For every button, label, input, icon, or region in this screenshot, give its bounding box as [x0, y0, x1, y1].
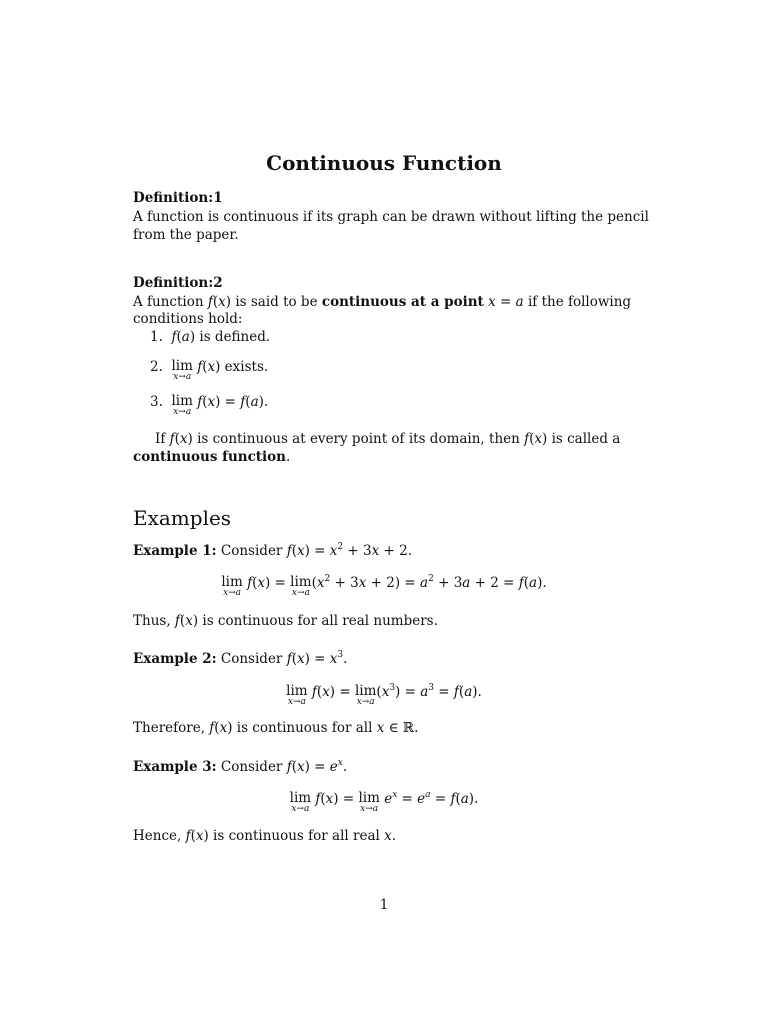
condition-item-1: 1. f(a) is defined.	[150, 329, 271, 345]
continuity-paragraph-line-1: If f(x) is continuous at every point of its domain, then f(x) is called a	[155, 431, 621, 447]
item-number: 1.	[150, 329, 163, 345]
example-2-equation: lim x→a f(x) = lim x→a $(x^3) = a^3 = f(a)$.	[286, 683, 482, 707]
example-1-label: Example 1:	[133, 543, 217, 559]
page-number: 1	[379, 897, 389, 913]
continuity-paragraph-line-2: continuous function.	[133, 449, 291, 465]
example-3-equation: lim x→a f(x) = lim x→a $e^x = e^a = f(a)$.	[289, 790, 479, 814]
item-number: 3.	[150, 394, 163, 410]
item-number: 2.	[150, 359, 163, 375]
example-3-statement: Example 3: Consider $f(x) = e^x$.	[133, 758, 348, 775]
intro-mid: is said to be	[231, 294, 322, 310]
examples-heading: Examples	[133, 506, 232, 530]
example-3-label: Example 3:	[133, 759, 217, 775]
limit-operator: lim x→a	[171, 358, 193, 382]
condition-item-3: 3. lim x→a f(x) = f(a).	[150, 393, 269, 417]
continuous-function-term: continuous function	[133, 449, 286, 465]
intro-bold: continuous at a point	[321, 294, 484, 310]
example-1-statement: Example 1: Consider $f(x) = x^2 + 3x + 2$.	[133, 542, 413, 559]
intro-pre: A function	[133, 294, 208, 310]
intro-post: if the following	[523, 294, 632, 310]
condition-item-2: 2. lim x→a f(x) exists.	[150, 358, 269, 382]
example-2-label: Example 2:	[133, 651, 217, 667]
definition-1-line-2: from the paper.	[133, 227, 239, 243]
example-3-conclusion: Hence, f(x) is continuous for all real x.	[133, 828, 397, 844]
definition-1-heading: Definition:1	[133, 190, 223, 206]
page-title: Continuous Function	[266, 151, 502, 175]
example-1-equation: lim x→a f(x) = lim x→a $(x^2 + 3x + 2) = a^2 + 3a + 2 = f(a)$.	[221, 574, 547, 598]
definition-1-line-1: A function is continuous if its graph can be drawn without lifting the pencil	[133, 209, 649, 225]
example-2-conclusion: Therefore, f(x) is continuous for all x ∈ ℝ.	[133, 720, 419, 736]
limit-operator: lim x→a	[171, 393, 193, 417]
fx-math: f	[207, 294, 213, 310]
definition-2-line-2: conditions hold:	[133, 311, 243, 327]
example-1-conclusion: Thus, f(x) is continuous for all real numbers.	[133, 613, 438, 629]
definition-2-heading: Definition:2	[133, 275, 223, 291]
example-2-statement: Example 2: Consider $f(x) = x^3$.	[133, 650, 348, 667]
definition-2-intro: A function f(x) is said to be continuous at a point x = a if the following	[133, 294, 632, 310]
